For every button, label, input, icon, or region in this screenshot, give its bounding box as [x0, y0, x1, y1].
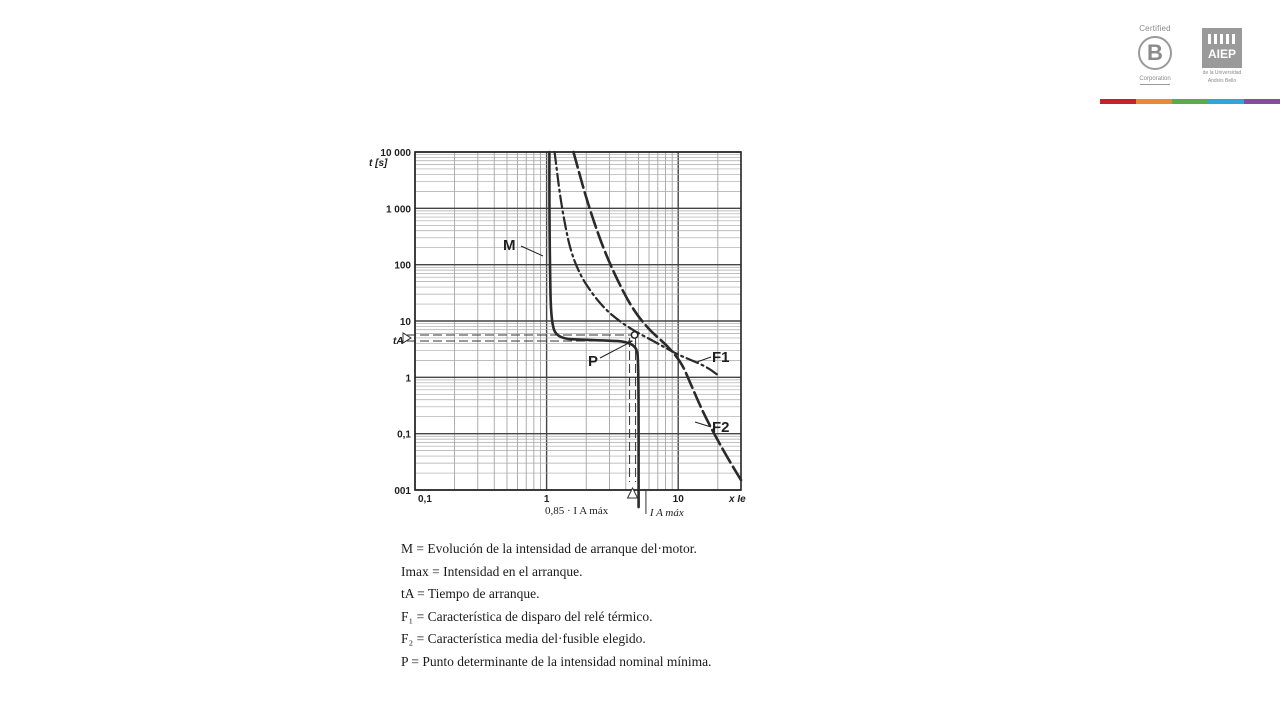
aiep-logo: [1200, 28, 1244, 84]
trip-curve-chart: [355, 140, 775, 525]
y-tick-label-1: 1 000: [385, 204, 411, 216]
brand-color-segment-1: [1136, 99, 1172, 104]
legend-line-p: P = Punto determinante de la intensidad nominal mínima.: [401, 653, 712, 669]
y-tick-label-6: 001: [394, 486, 411, 497]
annotation-imax: I A máx: [649, 507, 684, 519]
y-tick-label-5: 0,1: [397, 429, 411, 441]
label-f1-leader: [697, 357, 711, 362]
bcorp-b-icon: B: [1138, 36, 1172, 70]
x-tick-label-0: 0,1: [418, 494, 432, 505]
chart-grid: [415, 152, 741, 490]
y-tick-label-4: 1: [405, 373, 411, 385]
bcorp-rule: [1140, 84, 1170, 85]
ta-label: tA: [393, 335, 404, 347]
brand-color-segment-3: [1208, 99, 1244, 104]
legend-line-f1: F₁ = Característica de disparo del relé térmico.: [401, 608, 653, 624]
b-corp-logo: [1132, 24, 1178, 84]
bcorp-certified-text: Certified: [1139, 24, 1171, 33]
y-tick-label-2: 100: [394, 260, 411, 272]
point-p-marker: [631, 332, 637, 338]
annotation-085-imax: 0,85 · I A máx: [545, 505, 609, 517]
aiep-sub-2: Andrés Bello: [1207, 78, 1237, 84]
x-tick-label-1: 1: [543, 494, 550, 505]
brand-color-segment-2: [1172, 99, 1208, 104]
label-f1: F1: [712, 349, 730, 366]
header-logos: [1132, 24, 1252, 88]
x-axis-label: x Ie: [729, 494, 746, 505]
bcorp-corporation-text: Corporation: [1139, 76, 1171, 82]
y-tick-label-0: 10 000: [380, 148, 411, 159]
legend-line-imax: Imax = Intensidad en el arranque.: [401, 563, 583, 579]
legend-line-m: M = Evolución de la intensidad de arranque del·motor.: [401, 541, 697, 556]
aiep-sub-1: de la Universidad: [1202, 70, 1242, 76]
label-m: M: [503, 237, 516, 254]
brand-color-bar: [1100, 99, 1280, 104]
curve-f1: [555, 152, 718, 375]
label-f2: F2: [712, 419, 730, 436]
brand-color-segment-0: [1100, 99, 1136, 104]
chart-legend: [401, 538, 821, 673]
x-tick-label-2: 10: [672, 494, 684, 505]
y-tick-label-3: 10: [399, 317, 411, 328]
aiep-mark-icon: AIEP: [1202, 28, 1242, 68]
y-axis-label: t [s]: [369, 158, 388, 169]
brand-color-segment-4: [1244, 99, 1280, 104]
label-p: P: [588, 353, 599, 370]
legend-line-ta: tA = Tiempo de arranque.: [401, 586, 540, 601]
legend-line-f2: F₂ = Característica media del·fusible elegido.: [401, 631, 646, 646]
